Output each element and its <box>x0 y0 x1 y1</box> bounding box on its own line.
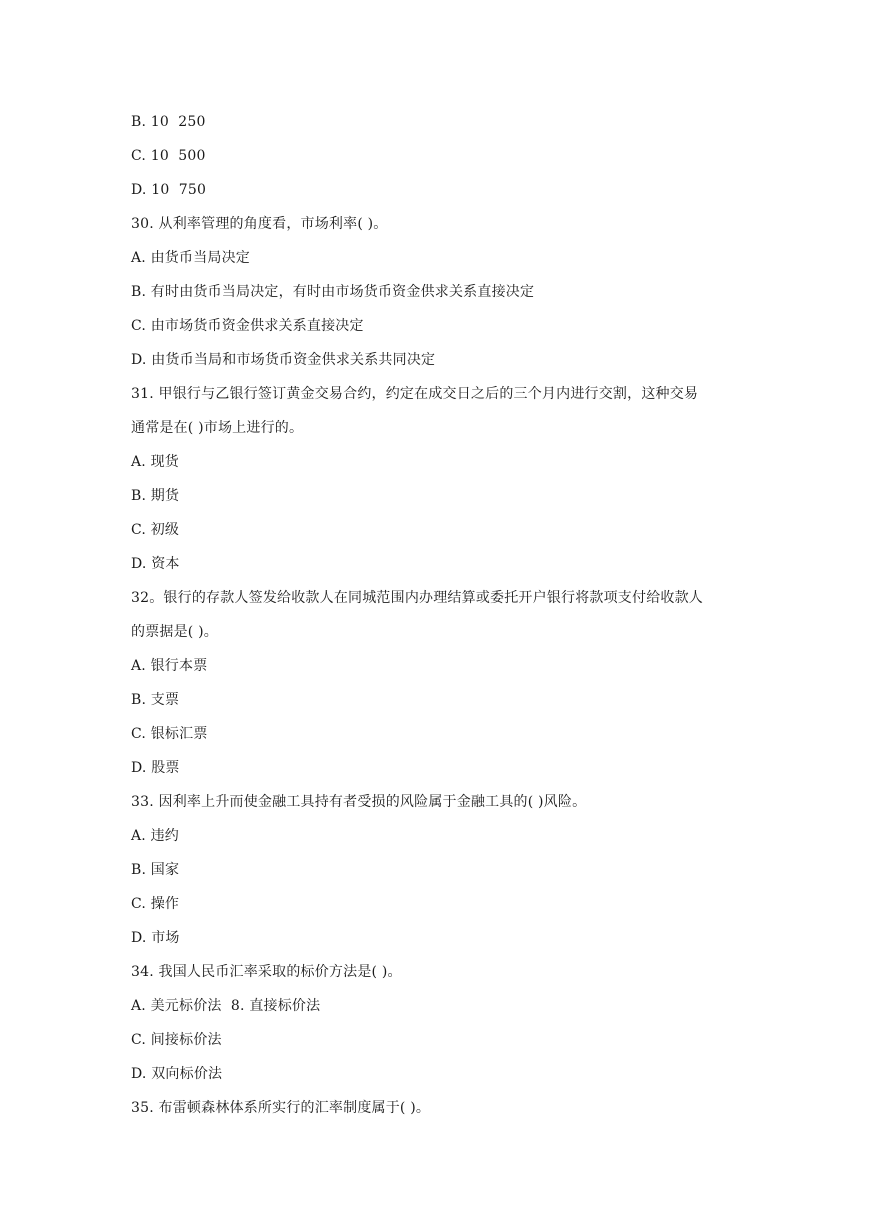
option-30-c: C. 由市场货币资金供求关系直接决定 <box>131 318 364 334</box>
option-30-b: B. 有时由货币当局决定，有时由市场货币资金供求关系直接决定 <box>131 284 535 300</box>
option-31-b: B. 期货 <box>131 488 180 504</box>
question-32-line-1: 32。银行的存款人签发给收款人在同城范围内办理结算或委托开户银行将款项支付给收款人 <box>131 590 704 606</box>
question-text-block <box>131 110 751 1130</box>
question-33: 33. 因利率上升而使金融工具持有者受损的风险属于金融工具的( )风险。 <box>131 794 587 810</box>
option-31-c: C. 初级 <box>131 522 180 538</box>
option-33-b: B. 国家 <box>131 862 180 878</box>
question-30: 30. 从利率管理的角度看，市场利率( )。 <box>131 216 388 232</box>
option-32-b: B. 支票 <box>131 692 180 708</box>
question-34: 34. 我国人民币汇率采取的标价方法是( )。 <box>131 964 402 980</box>
question-35: 35. 布雷顿森林体系所实行的汇率制度属于( )。 <box>131 1100 431 1116</box>
option-31-d: D. 资本 <box>131 556 180 572</box>
option-32-a: A. 银行本票 <box>131 658 208 674</box>
question-31-line-1: 31. 甲银行与乙银行签订黄金交易合约，约定在成交日之后的三个月内进行交割，这种交易 <box>131 386 699 402</box>
option-29-d: D. 10 750 <box>131 182 207 198</box>
option-34-c: C. 间接标价法 <box>131 1032 222 1048</box>
option-29-b: B. 10 250 <box>131 114 206 130</box>
option-32-d: D. 股票 <box>131 760 180 776</box>
option-33-d: D. 市场 <box>131 930 180 946</box>
option-30-a: A. 由货币当局决定 <box>131 250 251 266</box>
option-33-c: C. 操作 <box>131 896 180 912</box>
option-32-c: C. 银标汇票 <box>131 726 208 742</box>
option-34-d: D. 双向标价法 <box>131 1066 223 1082</box>
option-34-a-b: A. 美元标价法 8. 直接标价法 <box>131 998 321 1014</box>
option-30-d: D. 由货币当局和市场货币资金供求关系共同决定 <box>131 352 436 368</box>
option-31-a: A. 现货 <box>131 454 180 470</box>
option-29-c: C. 10 500 <box>131 148 206 164</box>
question-31-line-2: 通常是在( )市场上进行的。 <box>131 420 304 436</box>
question-32-line-2: 的票据是( )。 <box>131 624 218 640</box>
option-33-a: A. 违约 <box>131 828 180 844</box>
